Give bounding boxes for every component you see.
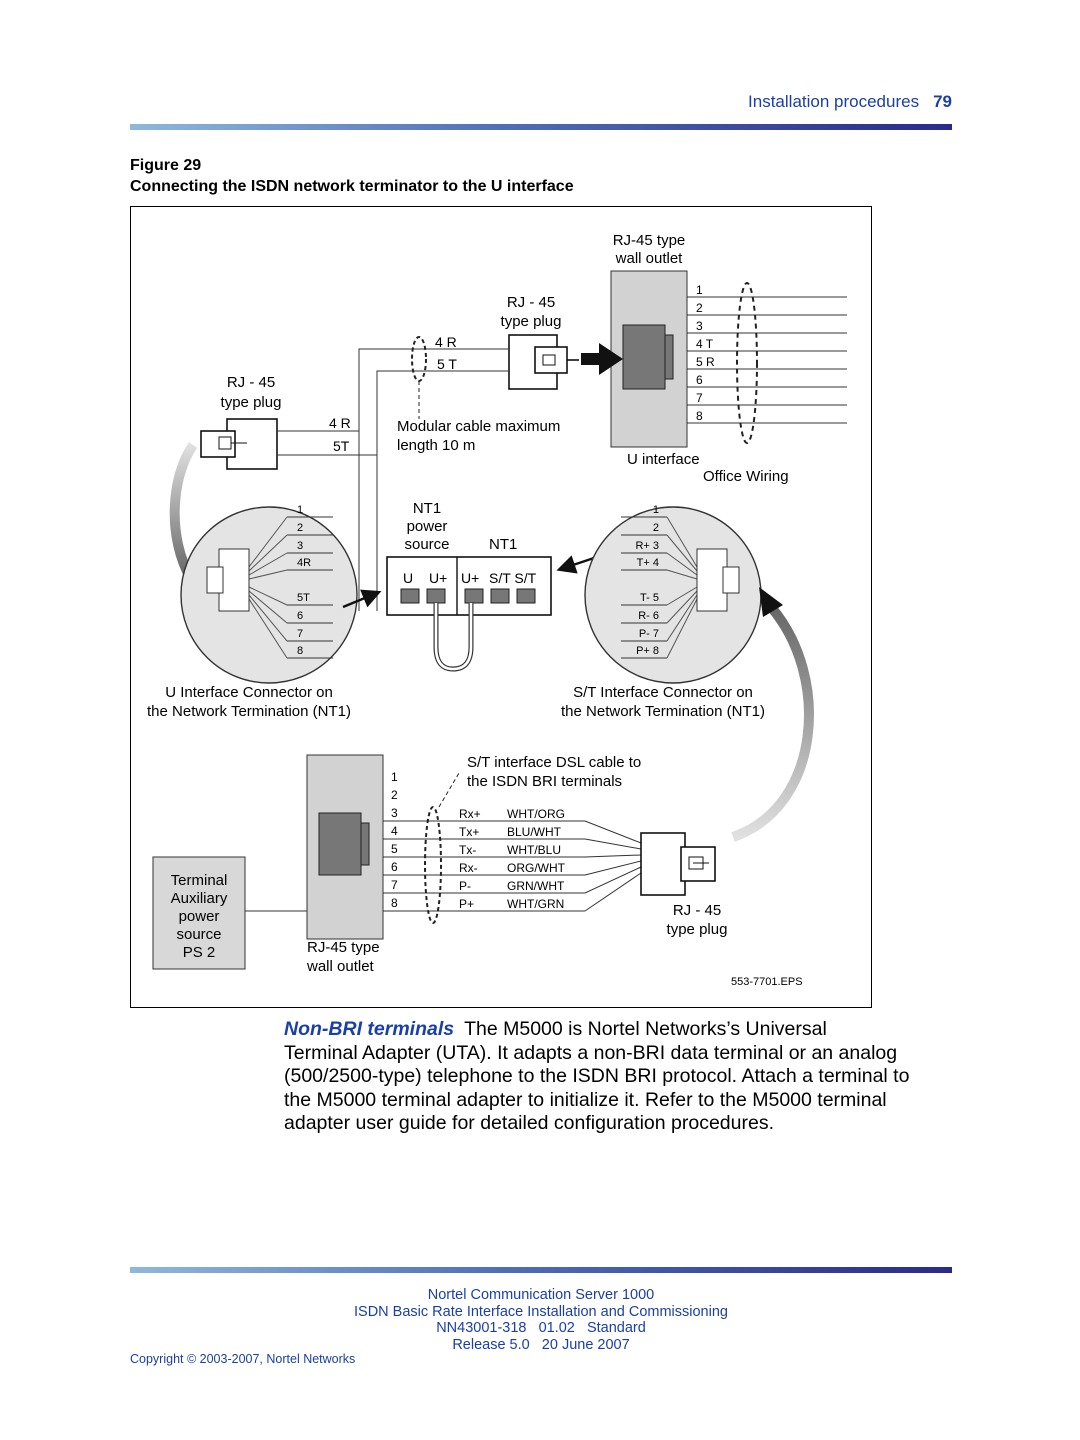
footer	[130, 1287, 952, 1353]
u-connector-caption2: the Network Termination (NT1)	[147, 703, 351, 720]
u-interface-caption: U interface	[627, 451, 700, 468]
bottom-outlet-caption1: RJ-45 type	[307, 939, 380, 956]
section-title: Installation procedures	[748, 92, 920, 111]
paragraph-term: Non-BRI terminals	[284, 1018, 455, 1040]
svg-text:GRN/WHT: GRN/WHT	[507, 879, 565, 893]
footer-line1: Nortel Communication Server 1000	[427, 1287, 655, 1303]
cable-note2: length 10 m	[397, 437, 476, 454]
svg-text:4: 4	[391, 824, 398, 838]
body-line1: The M5000 is Nortel Networks’s Universal	[464, 1018, 827, 1040]
top-cable-r: 4 R	[435, 334, 457, 350]
svg-text:P-: P-	[459, 879, 471, 893]
top-cable-t: 5 T	[437, 356, 457, 372]
signal-labels	[459, 807, 481, 911]
svg-text:3: 3	[696, 319, 703, 333]
bottom-outlet-jack	[319, 813, 361, 875]
svg-text:7: 7	[696, 391, 703, 405]
svg-text:WHT/GRN: WHT/GRN	[507, 897, 565, 911]
u-connector-zoom	[181, 507, 357, 683]
left-cable-t: 5T	[333, 438, 350, 454]
top-outlet-jack	[623, 325, 665, 389]
svg-text:6: 6	[696, 373, 703, 387]
bottom-outlet-caption2: wall outlet	[307, 958, 374, 975]
footer-line3: NN43001-318 01.02 Standard	[436, 1320, 646, 1336]
body-line4: the M5000 terminal adapter to initialize it. Refer to the M5000 terminal	[284, 1088, 887, 1111]
svg-text:Tx-: Tx-	[459, 843, 477, 857]
top-rj45-plug	[509, 335, 579, 389]
svg-text:R- 6: R- 6	[638, 610, 659, 622]
st-connector-zoom	[585, 507, 761, 683]
nt1-power-line1: NT1	[412, 500, 442, 517]
svg-text:1: 1	[297, 504, 304, 516]
svg-text:R+ 3: R+ 3	[635, 540, 659, 552]
st-connector-caption2: the Network Termination (NT1)	[561, 703, 765, 720]
st-connector-caption1: S/T Interface Connector on	[573, 684, 753, 701]
nt1-port-uplus1: U+	[429, 570, 448, 586]
svg-text:Rx+: Rx+	[459, 807, 481, 821]
footer-line2: ISDN Basic Rate Interface Installation and Commissioning	[354, 1303, 728, 1320]
svg-text:3: 3	[391, 806, 398, 820]
nt1-port-st: S/T S/T	[489, 570, 537, 586]
svg-text:4 T: 4 T	[696, 337, 714, 351]
header-rule	[130, 124, 952, 130]
top-outlet-title2: wall outlet	[615, 250, 683, 267]
svg-text:ORG/WHT: ORG/WHT	[507, 861, 565, 875]
svg-text:Tx+: Tx+	[459, 825, 480, 839]
copyright: Copyright © 2003-2007, Nortel Networks	[130, 1352, 356, 1366]
file-id: 553-7701.EPS	[731, 976, 803, 988]
svg-text:5T: 5T	[297, 592, 310, 604]
svg-text:4R: 4R	[297, 557, 312, 569]
svg-text:WHT/BLU: WHT/BLU	[507, 843, 561, 857]
left-plug-label2: type plug	[220, 394, 282, 411]
nt1-port-uplus2: U+	[461, 570, 480, 586]
nt1-power-line2: power	[406, 518, 448, 535]
svg-text:P+: P+	[459, 897, 475, 911]
svg-text:8: 8	[696, 409, 703, 423]
aux-power-line1: Terminal	[170, 872, 228, 889]
svg-text:BLU/WHT: BLU/WHT	[507, 825, 561, 839]
aux-power-line3: power	[178, 908, 220, 925]
svg-text:8: 8	[391, 896, 398, 910]
top-outlet-pins	[687, 283, 847, 423]
footer-rule	[130, 1267, 952, 1273]
svg-text:2: 2	[297, 522, 304, 534]
svg-text:5 R: 5 R	[696, 355, 715, 369]
figure-label: Figure 29	[130, 157, 202, 174]
svg-text:Rx-: Rx-	[459, 861, 478, 875]
dsl-note1: S/T interface DSL cable to	[467, 754, 642, 771]
svg-text:2: 2	[696, 301, 703, 315]
svg-text:P+ 8: P+ 8	[636, 645, 659, 657]
svg-text:3: 3	[297, 540, 304, 552]
svg-text:T+ 4: T+ 4	[636, 557, 659, 569]
svg-text:2: 2	[391, 788, 398, 802]
wire-color-labels	[507, 807, 566, 911]
left-rj45-plug	[201, 419, 277, 469]
top-plug-label2: type plug	[500, 313, 562, 330]
dsl-cable-bundle	[425, 807, 441, 923]
svg-text:7: 7	[391, 878, 398, 892]
page-number: 79	[933, 92, 952, 111]
aux-power-line5: PS 2	[182, 944, 216, 961]
office-wiring-label: Office Wiring	[703, 468, 789, 485]
bottom-plug-label2: type plug	[666, 921, 728, 938]
body-line5: adapter user guide for detailed configuration procedures.	[284, 1112, 774, 1134]
bottom-rj45-plug	[641, 833, 715, 895]
office-wiring-bundle	[737, 283, 757, 443]
svg-text:6: 6	[297, 610, 304, 622]
svg-text:1: 1	[391, 770, 398, 784]
left-plug-label1: RJ - 45	[226, 374, 276, 391]
top-outlet-title1: RJ-45 type	[612, 232, 686, 249]
svg-text:WHT/ORG: WHT/ORG	[507, 807, 565, 821]
running-header	[748, 92, 952, 112]
aux-power-line4: source	[176, 926, 222, 943]
svg-text:5: 5	[391, 842, 398, 856]
svg-text:6: 6	[391, 860, 398, 874]
bottom-plug-label1: RJ - 45	[672, 902, 722, 919]
aux-power-line2: Auxiliary	[170, 890, 228, 907]
nt1-label: NT1	[489, 536, 518, 553]
isdn-wiring-diagram	[131, 207, 873, 1009]
svg-text:T- 5: T- 5	[640, 592, 659, 604]
svg-text:P- 7: P- 7	[638, 628, 659, 640]
figure-diagram	[130, 206, 872, 1008]
u-connector-caption1: U Interface Connector on	[165, 684, 333, 701]
svg-text:8: 8	[297, 645, 304, 657]
svg-text:2: 2	[652, 522, 659, 534]
body-line3: (500/2500-type) telephone to the ISDN BRI protocol. Attach a terminal to	[284, 1065, 910, 1087]
cable-note1: Modular cable maximum	[397, 418, 561, 435]
figure-title: Connecting the ISDN network terminator to the U interface	[130, 178, 574, 195]
svg-text:1: 1	[696, 283, 703, 297]
top-plug-label1: RJ - 45	[506, 294, 556, 311]
footer-line4: Release 5.0 20 June 2007	[452, 1336, 630, 1353]
svg-text:7: 7	[297, 628, 304, 640]
left-cable-r: 4 R	[329, 415, 351, 431]
dsl-note2: the ISDN BRI terminals	[467, 773, 623, 790]
nt1-power-line3: source	[404, 536, 450, 553]
svg-text:1: 1	[652, 504, 659, 516]
body-paragraph	[284, 1018, 944, 1136]
body-line2: Terminal Adapter (UTA). It adapts a non-BRI data terminal or an analog	[284, 1041, 898, 1064]
nt1-port-u: U	[403, 570, 414, 586]
